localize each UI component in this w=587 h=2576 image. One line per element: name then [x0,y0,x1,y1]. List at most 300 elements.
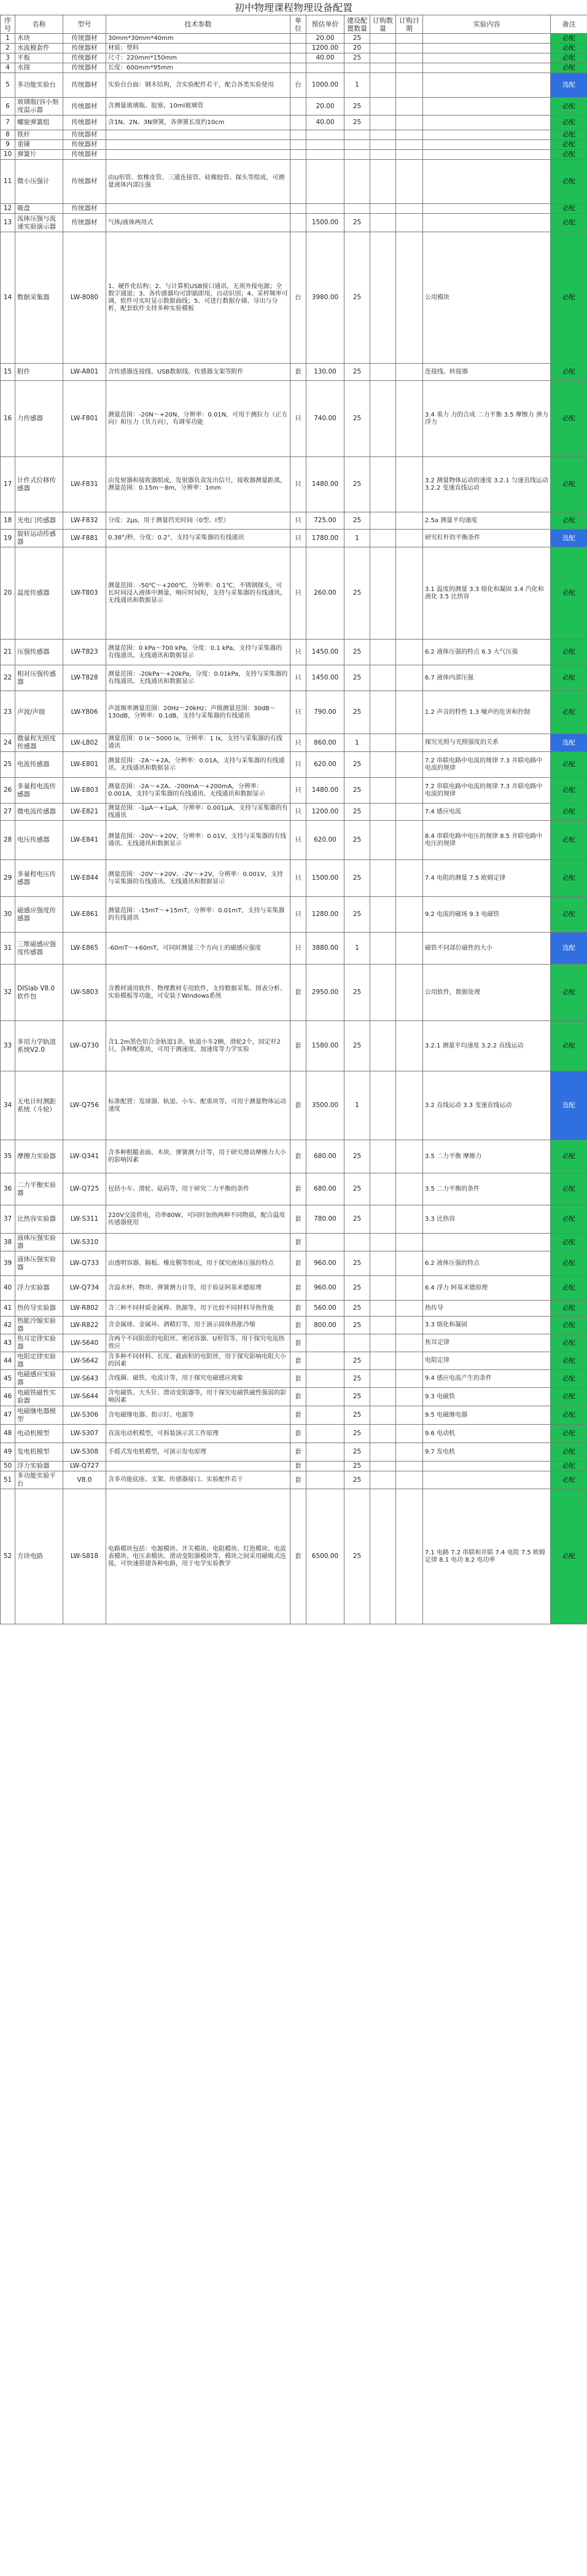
cell-price[interactable] [306,160,344,204]
cell-qty[interactable]: 20 [344,44,370,53]
cell-tech[interactable]: 测量范围：-15mT～+15mT，分辨率：0.01mT，支持与采集器的有线通讯 [106,897,290,933]
cell-unit[interactable] [290,63,306,73]
cell-exp[interactable] [423,44,551,53]
cell-tech[interactable]: 测量范围：-20V～+20V、-2V～+2V，分辨率：0.001V，支持与采集器的有线通讯、无线通讯和数据显示 [106,860,290,897]
cell-price[interactable]: 800.00 [306,1317,344,1334]
cell-unit[interactable]: 只 [290,821,306,860]
cell-exp[interactable] [423,130,551,140]
cell-no[interactable]: 11 [1,160,15,204]
cell-price[interactable] [306,1370,344,1388]
cell-no[interactable]: 30 [1,897,15,933]
cell-date[interactable] [396,232,423,364]
cell-unit[interactable]: 只 [290,512,306,530]
cell-name[interactable]: 微小压强计 [15,160,63,204]
cell-no[interactable]: 36 [1,1173,15,1205]
cell-price[interactable]: 40.00 [306,115,344,130]
cell-exp[interactable]: 公用软件，数据处理 [423,965,551,1021]
cell-note[interactable]: 必配 [551,547,587,640]
cell-name[interactable]: 数据采集器 [15,232,63,364]
cell-unit[interactable] [290,34,306,44]
cell-name[interactable]: 方块电路 [15,1489,63,1624]
cell-note[interactable]: 必配 [551,804,587,821]
cell-name[interactable]: 焦耳定律实验器 [15,1334,63,1352]
cell-date[interactable] [396,530,423,547]
cell-qty[interactable]: 25 [344,860,370,897]
cell-no[interactable]: 20 [1,547,15,640]
cell-no[interactable]: 37 [1,1205,15,1234]
cell-model[interactable]: 传统器材 [63,73,106,98]
cell-unit[interactable]: 只 [290,860,306,897]
cell-price[interactable] [306,1462,344,1471]
cell-name[interactable]: 浮力实验器 [15,1462,63,1471]
cell-model[interactable]: 传统器材 [63,34,106,44]
cell-qty[interactable]: 25 [344,752,370,778]
cell-model[interactable]: 传统器材 [63,53,106,63]
cell-note[interactable]: 选配 [551,530,587,547]
cell-no[interactable]: 9 [1,140,15,150]
cell-exp[interactable]: 3.2.1 测量平均速度 3.2.2 直线运动 [423,1021,551,1071]
cell-buy[interactable] [370,1443,396,1462]
cell-price[interactable]: 680.00 [306,1140,344,1173]
cell-buy[interactable] [370,204,396,214]
cell-qty[interactable]: 25 [344,965,370,1021]
cell-date[interactable] [396,1352,423,1370]
cell-note[interactable]: 必配 [551,860,587,897]
cell-price[interactable]: 3880.00 [306,933,344,965]
cell-model[interactable]: LW-E803 [63,778,106,804]
cell-unit[interactable]: 只 [290,933,306,965]
cell-buy[interactable] [370,160,396,204]
cell-name[interactable]: 温度传感器 [15,547,63,640]
cell-qty[interactable]: 25 [344,1251,370,1276]
cell-unit[interactable]: 台 [290,73,306,98]
cell-name[interactable]: 水探 [15,63,63,73]
cell-model[interactable]: LW-T823 [63,640,106,665]
cell-date[interactable] [396,1140,423,1173]
cell-date[interactable] [396,150,423,160]
cell-unit[interactable]: 套 [290,1406,306,1425]
cell-name[interactable]: 计件式位移传感器 [15,457,63,512]
cell-note[interactable]: 必配 [551,691,587,734]
cell-qty[interactable]: 25 [344,1140,370,1173]
cell-exp[interactable]: 3.3 熔化和凝固 [423,1317,551,1334]
cell-exp[interactable]: 9.5 电磁继电器 [423,1406,551,1425]
cell-unit[interactable]: 套 [290,1388,306,1406]
cell-date[interactable] [396,1205,423,1234]
cell-model[interactable]: LW-F881 [63,530,106,547]
cell-date[interactable] [396,1471,423,1489]
cell-tech[interactable]: 1、硬件化结构；2、与计算机USB接口通讯，无须外接电源；全数字通道；3、各传感器均可即插即用，自动识别；4、采样频率可调，软件可实时显示数据曲线；5、可进行数据存储、导出与分析，配套软件支持多种实验模板 [106,232,290,364]
cell-tech[interactable]: 由透明容器、隔板、橡皮膜等组成，用于探究液体压强的特点 [106,1251,290,1276]
cell-unit[interactable]: 套 [290,1370,306,1388]
cell-buy[interactable] [370,150,396,160]
cell-unit[interactable]: 套 [290,1352,306,1370]
cell-no[interactable]: 6 [1,98,15,115]
cell-price[interactable]: 1200.00 [306,44,344,53]
cell-qty[interactable]: 25 [344,691,370,734]
cell-model[interactable]: LW-S311 [63,1205,106,1234]
cell-price[interactable] [306,1471,344,1489]
cell-tech[interactable] [106,1234,290,1251]
cell-exp[interactable]: 6.7 液体内部压强 [423,665,551,691]
cell-buy[interactable] [370,44,396,53]
cell-tech[interactable]: 测量范围：-2A～+2A，分辨率：0.01A，支持与采集器的有线通讯、无线通讯和数据显示 [106,752,290,778]
cell-name[interactable]: 多功能实验台 [15,73,63,98]
cell-model[interactable]: LW-S644 [63,1388,106,1406]
cell-buy[interactable] [370,1317,396,1334]
cell-name[interactable]: 玻璃瓶(容小刻度温示器 [15,98,63,115]
cell-no[interactable]: 38 [1,1234,15,1251]
cell-no[interactable]: 23 [1,691,15,734]
cell-tech[interactable]: 测量范围：-2A～+2A、-200mA～+200mA，分辨率：0.001A，支持与采集器的有线通讯、无线通讯和数据显示 [106,778,290,804]
cell-no[interactable]: 45 [1,1370,15,1388]
cell-price[interactable]: 1280.00 [306,897,344,933]
cell-model[interactable]: LW-R802 [63,1301,106,1317]
cell-date[interactable] [396,364,423,381]
cell-tech[interactable]: 含线圈、磁铁、电流计等，用于探究电磁感应现象 [106,1370,290,1388]
cell-exp[interactable]: 3.3 比热容 [423,1205,551,1234]
cell-date[interactable] [396,1462,423,1471]
cell-name[interactable]: 多量程电压传感器 [15,860,63,897]
cell-name[interactable]: 木块 [15,34,63,44]
cell-no[interactable]: 39 [1,1251,15,1276]
cell-price[interactable]: 260.00 [306,547,344,640]
cell-exp[interactable]: 6.2 液体压强的特点 6.3 大气压强 [423,640,551,665]
cell-name[interactable]: 浮力实验器 [15,1276,63,1301]
cell-no[interactable]: 19 [1,530,15,547]
cell-date[interactable] [396,640,423,665]
cell-qty[interactable]: 25 [344,232,370,364]
cell-no[interactable]: 17 [1,457,15,512]
cell-name[interactable]: 电磁铁磁性实验器 [15,1388,63,1406]
cell-price[interactable] [306,1334,344,1352]
cell-tech[interactable]: 含两个不同阻值的电阻丝、密闭容器、U形管等，用于探究电流热效应 [106,1334,290,1352]
cell-buy[interactable] [370,1334,396,1352]
cell-qty[interactable]: 25 [344,98,370,115]
cell-model[interactable]: LW-F831 [63,457,106,512]
cell-date[interactable] [396,214,423,232]
cell-price[interactable]: 620.00 [306,752,344,778]
cell-qty[interactable] [344,140,370,150]
cell-model[interactable]: LW-Q734 [63,1276,106,1301]
cell-name[interactable]: 弹簧片 [15,150,63,160]
cell-note[interactable]: 必配 [551,897,587,933]
cell-qty[interactable]: 25 [344,897,370,933]
cell-buy[interactable] [370,734,396,752]
cell-model[interactable]: LW-S306 [63,1406,106,1425]
cell-exp[interactable] [423,1471,551,1489]
cell-no[interactable]: 33 [1,1021,15,1071]
cell-note[interactable]: 必配 [551,1301,587,1317]
cell-buy[interactable] [370,34,396,44]
cell-date[interactable] [396,778,423,804]
cell-buy[interactable] [370,115,396,130]
cell-model[interactable]: LW-A801 [63,364,106,381]
cell-price[interactable]: 1500.00 [306,214,344,232]
cell-unit[interactable]: 套 [290,1276,306,1301]
cell-model[interactable]: 传统器材 [63,63,106,73]
cell-tech[interactable]: 含多功能底座、支架、传感器接口、实验配件若干 [106,1471,290,1489]
cell-buy[interactable] [370,364,396,381]
cell-tech[interactable]: 标准配置：发球器、轨道、小车、配重块等，可用于测量物体运动速度 [106,1071,290,1140]
cell-unit[interactable]: 套 [290,965,306,1021]
cell-qty[interactable] [344,160,370,204]
cell-exp[interactable]: 7.2 串联电路中电流的规律 7.3 并联电路中电流的规律 [423,752,551,778]
cell-buy[interactable] [370,640,396,665]
cell-tech[interactable]: 含传感器连接线、USB数据线、传感器支架等附件 [106,364,290,381]
cell-tech[interactable]: 含测量玻璃瓶、胶塞、10ml玻璃管 [106,98,290,115]
cell-qty[interactable]: 25 [344,821,370,860]
cell-date[interactable] [396,821,423,860]
cell-tech[interactable]: 长度：600mm*95mm [106,63,290,73]
cell-unit[interactable]: 只 [290,734,306,752]
cell-buy[interactable] [370,1140,396,1173]
cell-unit[interactable]: 套 [290,1462,306,1471]
cell-unit[interactable]: 套 [290,1334,306,1352]
cell-exp[interactable]: 6.2 液体压强的特点 [423,1251,551,1276]
cell-tech[interactable]: 包括小车、滑轮、砝码等，用于研究二力平衡的条件 [106,1173,290,1205]
cell-buy[interactable] [370,63,396,73]
cell-date[interactable] [396,130,423,140]
cell-qty[interactable]: 25 [344,1205,370,1234]
cell-price[interactable]: 1480.00 [306,778,344,804]
cell-tech[interactable]: 测量范围：-20N～+20N，分辨率：0.01N，可用于测拉力（正方向）和压力（负方向），有调零功能 [106,381,290,457]
cell-model[interactable]: LW-Q725 [63,1173,106,1205]
cell-unit[interactable] [290,44,306,53]
cell-note[interactable]: 必配 [551,778,587,804]
cell-buy[interactable] [370,140,396,150]
cell-model[interactable]: LW-E821 [63,804,106,821]
cell-qty[interactable]: 25 [344,1406,370,1425]
cell-price[interactable]: 20.00 [306,34,344,44]
cell-unit[interactable]: 只 [290,381,306,457]
cell-no[interactable]: 18 [1,512,15,530]
cell-model[interactable]: LW-T803 [63,547,106,640]
cell-price[interactable] [306,1425,344,1443]
cell-name[interactable]: 电磁感应实验器 [15,1370,63,1388]
cell-date[interactable] [396,73,423,98]
cell-tech[interactable]: 分度：2μs，用于测量挡光时间（0型、I型） [106,512,290,530]
cell-no[interactable]: 41 [1,1301,15,1317]
cell-note[interactable]: 必配 [551,821,587,860]
cell-name[interactable]: 压强传感器 [15,640,63,665]
cell-price[interactable]: 560.00 [306,1301,344,1317]
cell-no[interactable]: 3 [1,53,15,63]
cell-note[interactable]: 必配 [551,1443,587,1462]
cell-model[interactable]: 传统器材 [63,150,106,160]
cell-unit[interactable] [290,204,306,214]
cell-tech[interactable] [106,204,290,214]
cell-price[interactable]: 3500.00 [306,1071,344,1140]
cell-unit[interactable]: 套 [290,1425,306,1443]
cell-buy[interactable] [370,1425,396,1443]
cell-date[interactable] [396,1276,423,1301]
cell-model[interactable]: LW-E865 [63,933,106,965]
cell-price[interactable] [306,1352,344,1370]
cell-price[interactable] [306,140,344,150]
cell-qty[interactable]: 25 [344,778,370,804]
cell-unit[interactable]: 只 [290,691,306,734]
cell-buy[interactable] [370,965,396,1021]
cell-buy[interactable] [370,130,396,140]
cell-note[interactable]: 必配 [551,44,587,53]
cell-name[interactable]: 无电计时测距系统（斗轮） [15,1071,63,1140]
cell-date[interactable] [396,691,423,734]
cell-buy[interactable] [370,530,396,547]
cell-note[interactable]: 必配 [551,1276,587,1301]
cell-tech[interactable]: 测量范围：0 kPa～700 kPa，分度：0.1 kPa，支持与采集器的有线通讯、无线通讯和数据显示 [106,640,290,665]
cell-unit[interactable] [290,214,306,232]
cell-exp[interactable]: 3.4 重力 力的合成 二力平衡 3.5 摩擦力 弹力 浮力 [423,381,551,457]
cell-no[interactable]: 42 [1,1317,15,1334]
cell-qty[interactable] [344,130,370,140]
cell-tech[interactable]: 材质：塑料 [106,44,290,53]
cell-exp[interactable]: 3.1 温度的测量 3.3 熔化和凝固 3.4 汽化和液化 3.5 比热容 [423,547,551,640]
cell-model[interactable]: LW-Q756 [63,1071,106,1140]
cell-note[interactable]: 必配 [551,752,587,778]
cell-model[interactable]: LW-F832 [63,512,106,530]
cell-exp[interactable]: 7.1 电路 7.2 串联和并联 7.4 电阻 7.5 欧姆定律 8.1 电功 8.2 电功率 [423,1489,551,1624]
cell-tech[interactable]: 30mm*30mm*40mm [106,34,290,44]
cell-price[interactable]: 6500.00 [306,1489,344,1624]
cell-no[interactable]: 29 [1,860,15,897]
cell-qty[interactable]: 25 [344,364,370,381]
cell-no[interactable]: 44 [1,1352,15,1370]
cell-exp[interactable] [423,1462,551,1471]
cell-price[interactable]: 725.00 [306,512,344,530]
cell-qty[interactable] [344,204,370,214]
cell-qty[interactable]: 25 [344,1443,370,1462]
cell-unit[interactable]: 只 [290,778,306,804]
cell-unit[interactable] [290,140,306,150]
cell-tech[interactable]: 实验台台面：钢木结构，含实验配件若干，配合各类实验使用 [106,73,290,98]
cell-date[interactable] [396,965,423,1021]
cell-exp[interactable] [423,115,551,130]
cell-price[interactable]: 130.00 [306,364,344,381]
cell-name[interactable]: 电压传感器 [15,821,63,860]
cell-no[interactable]: 47 [1,1406,15,1425]
cell-model[interactable]: 传统器材 [63,115,106,130]
cell-qty[interactable]: 25 [344,34,370,44]
cell-date[interactable] [396,381,423,457]
cell-note[interactable]: 必配 [551,364,587,381]
cell-model[interactable]: LW-Q733 [63,1251,106,1276]
cell-note[interactable]: 必配 [551,1173,587,1205]
cell-no[interactable]: 32 [1,965,15,1021]
cell-buy[interactable] [370,691,396,734]
cell-model[interactable]: LW-Y806 [63,691,106,734]
cell-unit[interactable]: 只 [290,752,306,778]
cell-note[interactable]: 必配 [551,140,587,150]
cell-model[interactable]: LW-L802 [63,734,106,752]
cell-date[interactable] [396,804,423,821]
cell-qty[interactable] [344,1234,370,1251]
cell-tech[interactable]: 含多种粗糙表面、木块、弹簧测力计等，用于研究滑动摩擦力大小的影响因素 [106,1140,290,1173]
cell-price[interactable] [306,1406,344,1425]
cell-buy[interactable] [370,73,396,98]
cell-tech[interactable]: 220V交流供电，功率80W，可同时加热两种不同物质，配合温度传感器使用 [106,1205,290,1234]
cell-model[interactable]: LW-Q341 [63,1140,106,1173]
cell-exp[interactable]: 7.4 电阻的测量 7.5 欧姆定律 [423,860,551,897]
cell-tech[interactable]: 测量范围：-1μA～+1μA，分辨率：0.001μA，支持与采集器的有线通讯 [106,804,290,821]
cell-price[interactable] [306,1443,344,1462]
cell-exp[interactable]: 1.2 声音的特性 1.3 噪声的危害和控制 [423,691,551,734]
cell-price[interactable]: 1000.00 [306,73,344,98]
cell-date[interactable] [396,752,423,778]
cell-model[interactable]: LW-F801 [63,381,106,457]
cell-date[interactable] [396,512,423,530]
cell-tech[interactable] [106,140,290,150]
cell-exp[interactable] [423,1234,551,1251]
cell-unit[interactable]: 套 [290,1021,306,1071]
cell-name[interactable]: 旋转运动传感器 [15,530,63,547]
cell-no[interactable]: 16 [1,381,15,457]
cell-no[interactable]: 21 [1,640,15,665]
cell-unit[interactable]: 套 [290,1301,306,1317]
cell-exp[interactable] [423,98,551,115]
cell-no[interactable]: 24 [1,734,15,752]
cell-tech[interactable]: 气体/液体两用式 [106,214,290,232]
cell-no[interactable]: 28 [1,821,15,860]
cell-note[interactable]: 必配 [551,1317,587,1334]
cell-note[interactable]: 必配 [551,204,587,214]
cell-exp[interactable]: 9.2 电流的磁场 9.3 电磁铁 [423,897,551,933]
cell-date[interactable] [396,1443,423,1462]
cell-no[interactable]: 4 [1,63,15,73]
cell-no[interactable]: 13 [1,214,15,232]
cell-tech[interactable] [106,1462,290,1471]
cell-note[interactable]: 必配 [551,457,587,512]
cell-qty[interactable]: 1 [344,933,370,965]
cell-qty[interactable]: 25 [344,1471,370,1489]
cell-name[interactable]: 比热容实验器 [15,1205,63,1234]
cell-exp[interactable]: 8.4 串联电路中电压的规律 8.5 并联电路中电压的规律 [423,821,551,860]
cell-buy[interactable] [370,1352,396,1370]
cell-qty[interactable]: 25 [344,214,370,232]
cell-tech[interactable]: 由发射器和接收器组成，发射器负责发出信号，接收器测量距离，测量范围：0.15m～8m，分辨率：1mm [106,457,290,512]
cell-name[interactable]: 液体压强实验器 [15,1234,63,1251]
cell-tech[interactable]: 含金属球、金属环、酒精灯等，用于演示固体热胀冷缩 [106,1317,290,1334]
cell-price[interactable]: 1200.00 [306,804,344,821]
cell-buy[interactable] [370,804,396,821]
cell-date[interactable] [396,457,423,512]
cell-tech[interactable]: -60mT～+60mT，可同时测量三个方向上的磁感应强度 [106,933,290,965]
cell-date[interactable] [396,933,423,965]
cell-note[interactable]: 必配 [551,1462,587,1471]
cell-no[interactable]: 7 [1,115,15,130]
cell-qty[interactable]: 25 [344,457,370,512]
cell-model[interactable]: LW-T828 [63,665,106,691]
cell-qty[interactable]: 25 [344,53,370,63]
cell-price[interactable]: 20.00 [306,98,344,115]
cell-name[interactable]: 水流模套件 [15,44,63,53]
cell-no[interactable]: 46 [1,1388,15,1406]
cell-name[interactable]: 微量程光照度传感器 [15,734,63,752]
cell-exp[interactable] [423,160,551,204]
cell-price[interactable] [306,63,344,73]
cell-qty[interactable]: 25 [344,1276,370,1301]
cell-date[interactable] [396,1425,423,1443]
cell-note[interactable]: 必配 [551,1251,587,1276]
cell-note[interactable]: 必配 [551,1205,587,1234]
cell-buy[interactable] [370,1276,396,1301]
cell-qty[interactable]: 25 [344,640,370,665]
cell-name[interactable]: 铁杆 [15,130,63,140]
cell-name[interactable]: 多用力学轨道系统V2.0 [15,1021,63,1071]
cell-note[interactable]: 必配 [551,1406,587,1425]
cell-price[interactable]: 780.00 [306,1205,344,1234]
cell-exp[interactable]: 9.6 电动机 [423,1425,551,1443]
